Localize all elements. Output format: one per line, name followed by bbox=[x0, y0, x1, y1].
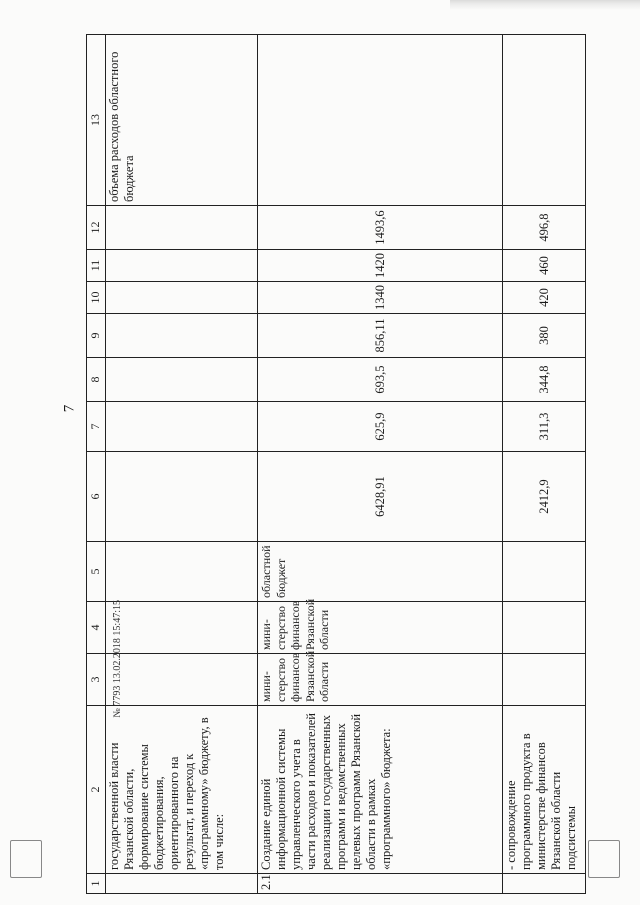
cell-total bbox=[106, 452, 258, 542]
cell-source bbox=[106, 542, 258, 602]
cell-num: 2.1 bbox=[258, 874, 503, 894]
seal-icon bbox=[10, 840, 42, 878]
table-row bbox=[503, 35, 586, 894]
col-header: 9 bbox=[87, 314, 106, 358]
col-header: 5 bbox=[87, 542, 106, 602]
cell-value: 496,8 bbox=[503, 206, 586, 250]
col-header: 6 bbox=[87, 452, 106, 542]
cell-executor bbox=[503, 654, 586, 706]
table-row bbox=[258, 35, 503, 894]
cell-value: 344,8 bbox=[503, 358, 586, 402]
cell-value: 625,9 bbox=[258, 402, 503, 452]
cell-value: 856,11 bbox=[258, 314, 503, 358]
col-header: 3 bbox=[87, 654, 106, 706]
cell-note bbox=[503, 35, 586, 206]
col-header: 4 bbox=[87, 602, 106, 654]
cell-value: 420 bbox=[503, 282, 586, 314]
cell-value: 1340 bbox=[258, 282, 503, 314]
col-header: 12 bbox=[87, 206, 106, 250]
cell-value: 380 bbox=[503, 314, 586, 358]
col-header: 11 bbox=[87, 250, 106, 282]
cell-value: 311,3 bbox=[503, 402, 586, 452]
col-header: 8 bbox=[87, 358, 106, 402]
cell-value: 460 bbox=[503, 250, 586, 282]
cell-description: - сопровождение программного продукта в министерстве финансов Рязанской области подсистемы bbox=[503, 706, 586, 874]
table-row bbox=[106, 35, 258, 894]
cell-note bbox=[258, 35, 503, 206]
cell-executor bbox=[106, 654, 258, 706]
cell-description: государственной власти Рязанской области, формирование системы бюджетирования, ориентированного на результат, и переход к «программному» бюджету, в том числе: bbox=[106, 706, 258, 874]
cell-total: 6428,91 bbox=[258, 452, 503, 542]
cell-note: объема расходов областного бюджета bbox=[106, 35, 258, 206]
cell-source bbox=[503, 542, 586, 602]
cell-value bbox=[106, 402, 258, 452]
cell-value: 1493,6 bbox=[258, 206, 503, 250]
cell-value bbox=[106, 282, 258, 314]
col-header: 1 bbox=[87, 874, 106, 894]
cell-customer bbox=[106, 602, 258, 654]
cell-description: Создание единой информационной системы управленческого учета в части расходов и показателей реализации государственных программ и ведомственных целевых программ Рязанской области в рамках «программного» бюджета: bbox=[258, 706, 503, 874]
col-header: 10 bbox=[87, 282, 106, 314]
cell-value: 1420 bbox=[258, 250, 503, 282]
cell-customer bbox=[503, 602, 586, 654]
cell-total: 2412,9 bbox=[503, 452, 586, 542]
header-row bbox=[87, 35, 106, 894]
cell-num bbox=[503, 874, 586, 894]
cell-customer: мини-стерство финансов Рязанской области bbox=[258, 602, 503, 654]
program-table bbox=[86, 34, 586, 894]
cell-executor: мини-стерство финансов Рязанской области bbox=[258, 654, 503, 706]
col-header: 2 bbox=[87, 706, 106, 874]
scan-artifact bbox=[450, 0, 640, 10]
col-header: 13 bbox=[87, 35, 106, 206]
cell-value bbox=[106, 358, 258, 402]
cell-num bbox=[106, 874, 258, 894]
seal-icon bbox=[588, 840, 620, 878]
cell-value bbox=[106, 206, 258, 250]
col-header: 7 bbox=[87, 402, 106, 452]
cell-value: 693,5 bbox=[258, 358, 503, 402]
cell-source: областной бюджет bbox=[258, 542, 503, 602]
registration-stamp: № 7793 13.02.2018 15:47:15 bbox=[112, 600, 123, 718]
page-number: 7 bbox=[61, 404, 78, 413]
cell-value bbox=[106, 314, 258, 358]
cell-value bbox=[106, 250, 258, 282]
rotated-table-container bbox=[86, 34, 586, 894]
